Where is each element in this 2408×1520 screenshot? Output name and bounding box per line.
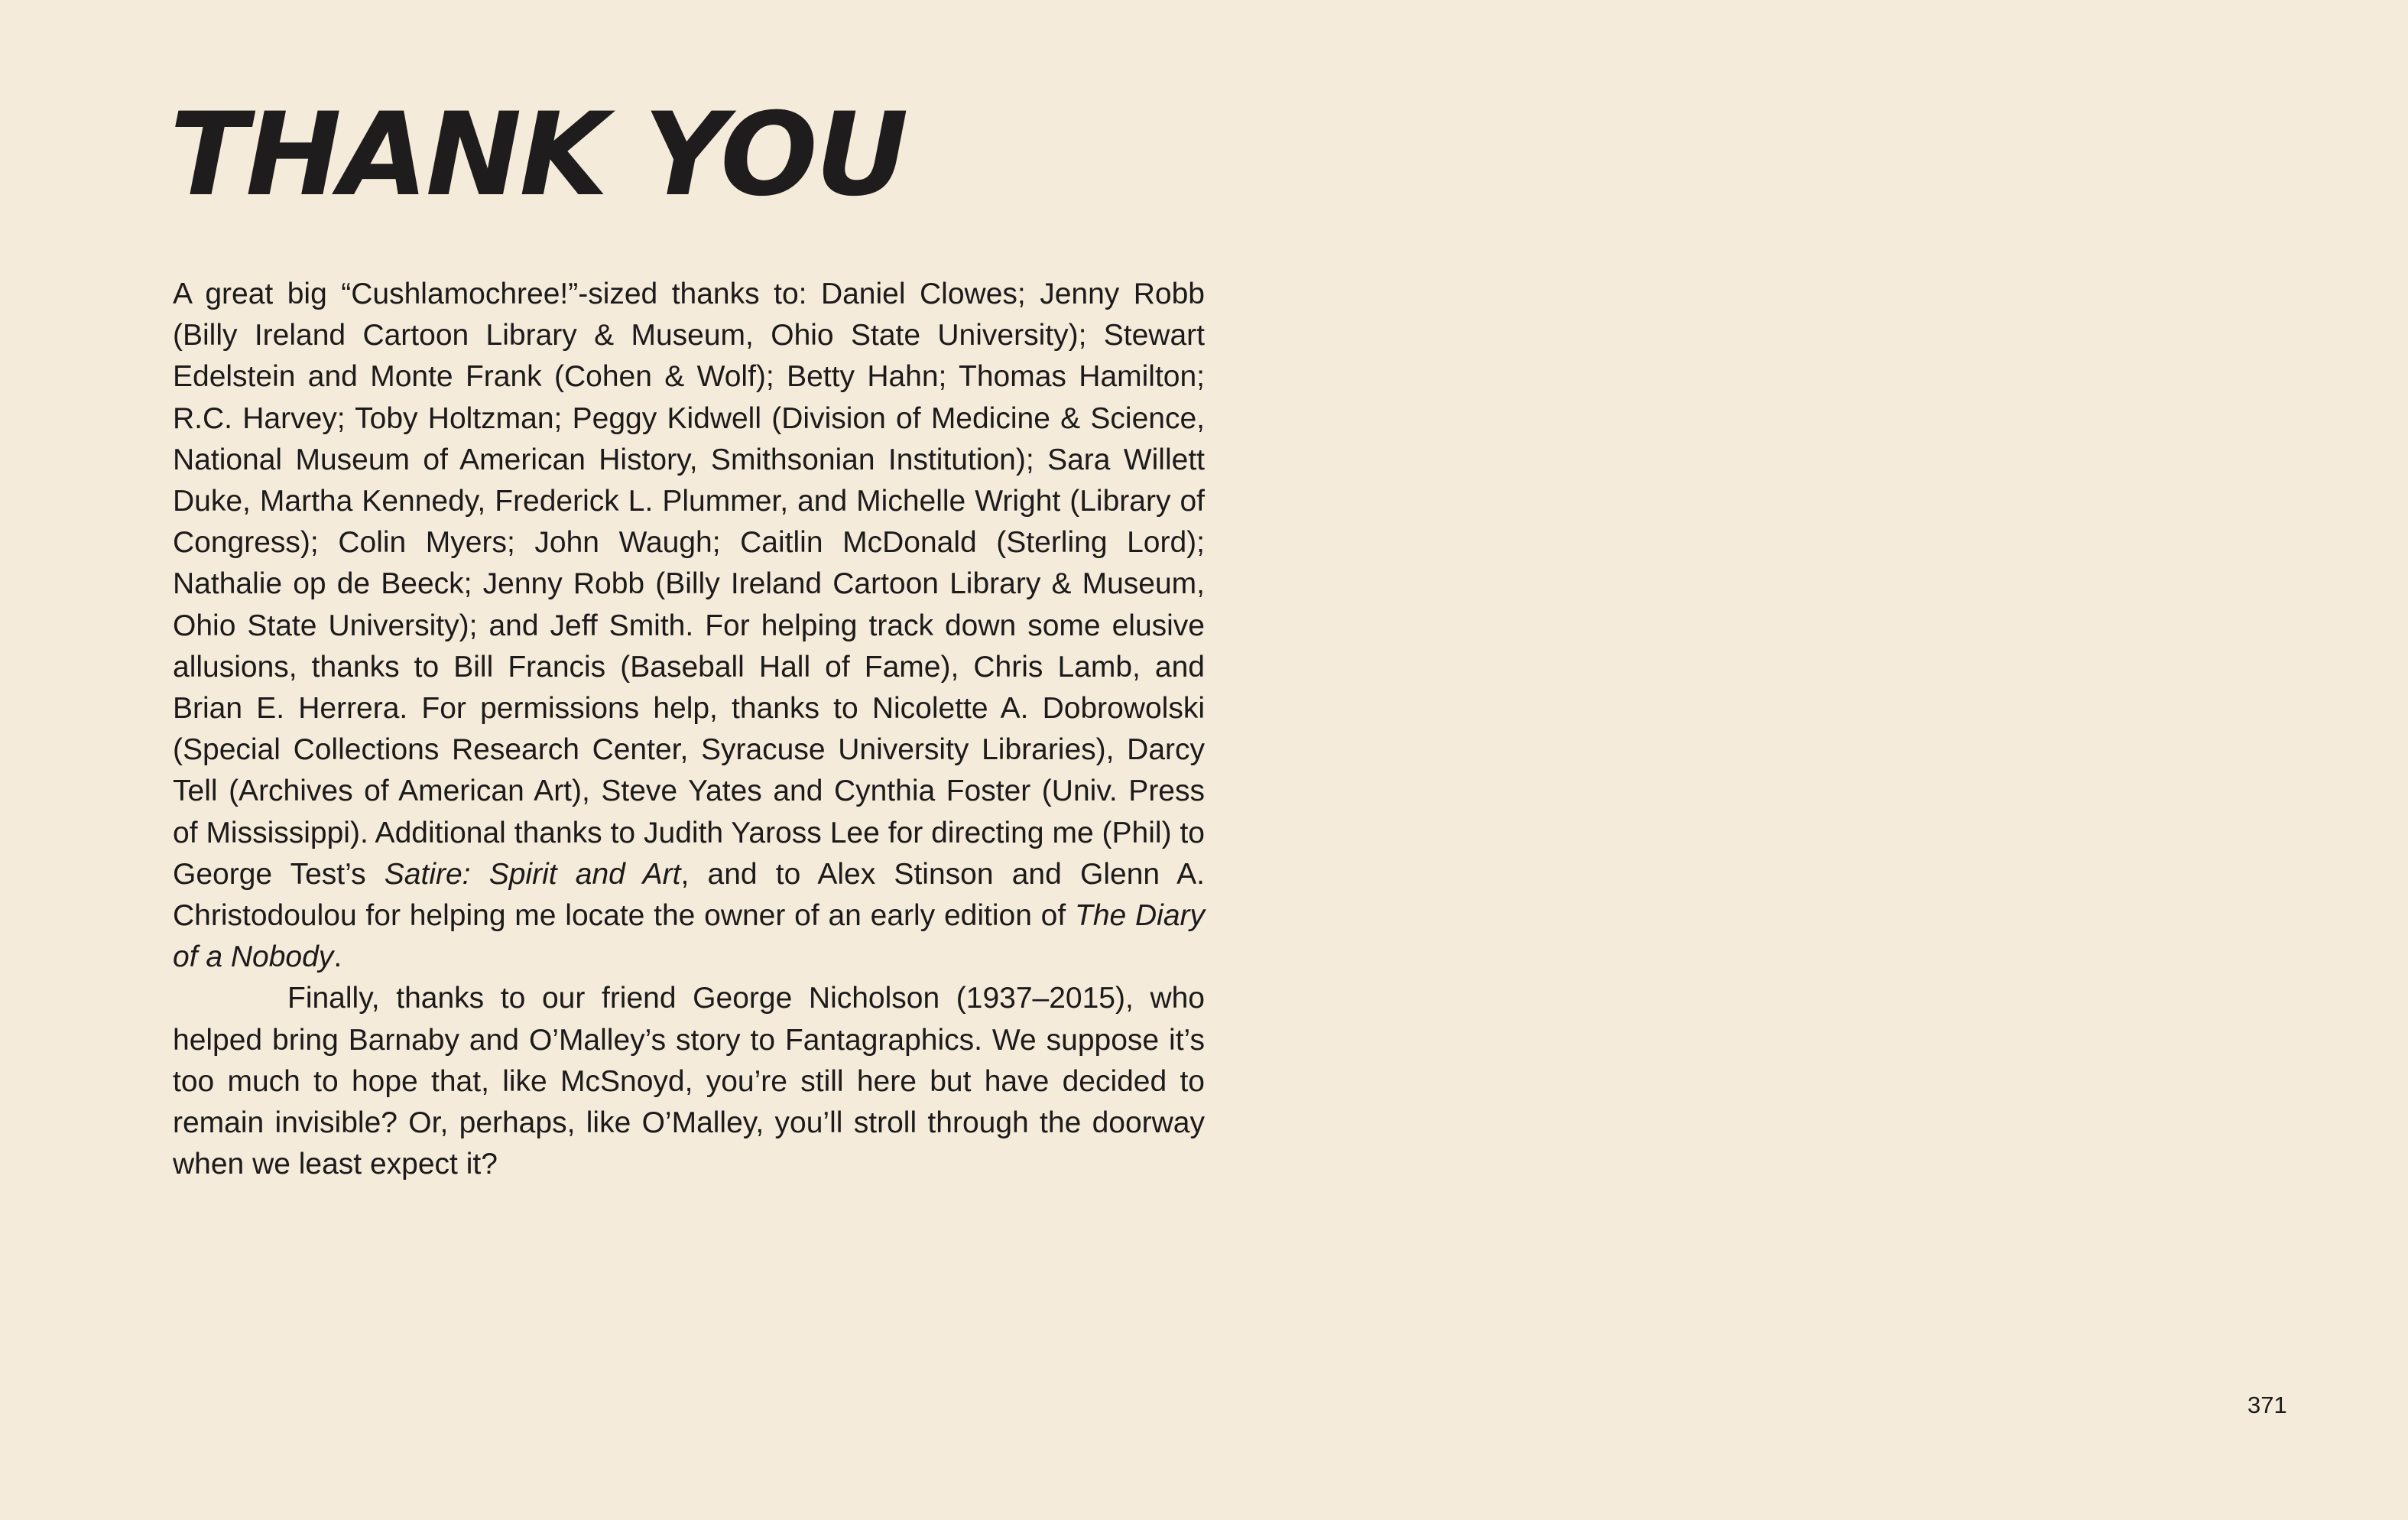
acknowledgments-paragraph-2: Finally, thanks to our friend George Nicholson (1937–2015), who helped bring Barnaby and O’Malley’s story to Fantagraphics. We suppose it’s too much to hope that, like McSnoyd, you’re still here but have decided to remain invisible? Or, perhaps, like O’Malley, you’ll stroll through the doorway when we least expect it? — [173, 982, 1205, 1181]
acknowledgments-paragraph-1 — [173, 274, 1205, 978]
acknowledgments-text — [173, 274, 1205, 1185]
page-number: 371 — [2247, 1392, 2287, 1418]
paragraph-1-text-part-2: , and to Alex Stinson and Glenn A. Christodoulou for helping me locate the owner of an early edition of — [173, 857, 1205, 933]
paragraph-1-text-part-3: . — [333, 940, 342, 974]
book-title-satire-spirit-and-art: Satire: Spirit and Art — [384, 857, 681, 891]
page-title: THANK YOU — [170, 89, 907, 222]
book-title-diary-of-a-nobody: The Diary of a Nobody — [173, 899, 1205, 974]
paragraph-1-text-part-1: A great big “Cushlamochree!”-sized thanks to: Daniel Clowes; Jenny Robb (Billy Ireland Cartoon Library & Museum, Ohio State University); Stewart Edelstein and Monte Frank (Cohen & Wolf); Betty Hahn; Thomas Hamilton; R.C. Harvey; Toby Holtzman; Peggy Kidwell (Division of Medicine & Science, National Museum of American History, Smithsonian Institution); Sara Willett Duke, Martha Kennedy, Frederick L. Plummer, and Michelle Wright (Library of Congress); Colin Myers; John Waugh; Caitlin McDonald (Sterling Lord); Nathalie op de Beeck; Jenny Robb (Billy Ireland Cartoon Library & Museum, Ohio State University); and Jeff Smith. For helping track down some elusive allusions, thanks to Bill Francis (Baseball Hall of Fame), Chris Lamb, and Brian E. Herrera. For permissions help, thanks to Nicolette A. Dobrowolski (Special Collections Research Center, Syracuse University Libraries), Darcy Tell (Archives of American Art), Steve Yates and Cynthia Foster (Univ. Press of Mississippi). Additional thanks to Judith Yaross Lee for directing me (Phil) to George Test’s — [173, 278, 1205, 891]
